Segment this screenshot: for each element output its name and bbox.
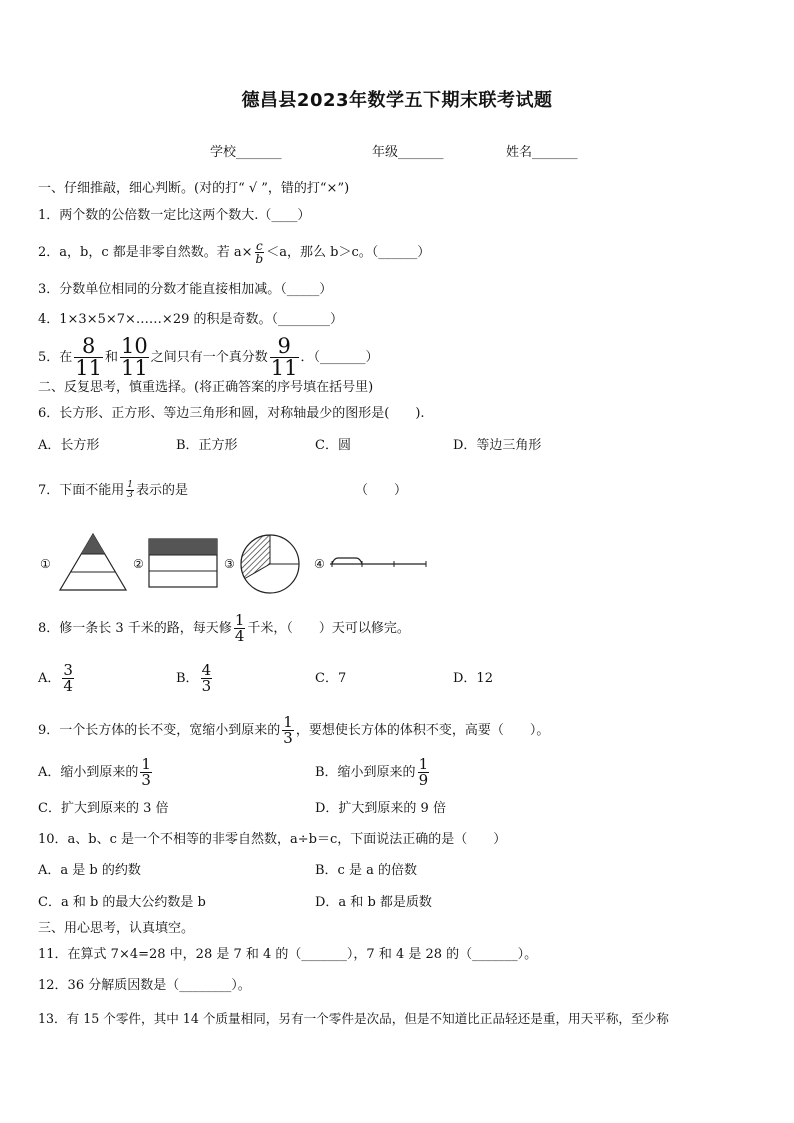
fraction-1-3	[282, 715, 294, 746]
question-9-pre: 9．一个长方体的长不变，宽缩小到原来的	[38, 723, 281, 738]
fraction-c-over-b	[255, 240, 265, 265]
fraction-denominator: 3	[127, 490, 134, 500]
question-7	[38, 476, 188, 506]
question-5-post: ．（_______）	[300, 350, 379, 365]
fraction-numerator: 4	[201, 661, 212, 679]
fraction-numerator: 8	[81, 334, 96, 358]
section-2-heading: 二、反复思考，慎重选择。(将正确答案的序号填在括号里)	[38, 380, 374, 395]
q10-option-c: C．a 和 b 的最大公约数是 b	[38, 895, 206, 910]
question-9	[38, 714, 549, 748]
question-7-answer-paren: （ ）	[355, 483, 408, 498]
option-label: B．缩小到原来的	[315, 765, 416, 780]
fraction-numerator: 1	[141, 755, 151, 773]
q6-option-d: D．等边三角形	[453, 438, 542, 453]
fraction-denominator: 3	[201, 677, 212, 695]
q9-option-b	[315, 756, 431, 790]
fraction-8-11	[74, 336, 103, 379]
fraction-numerator: 10	[121, 334, 148, 358]
figure-label-4: ④	[314, 557, 325, 571]
question-8-post: 千米，（ ）天可以修完。	[247, 621, 410, 636]
fraction-denominator: 11	[75, 356, 103, 380]
fraction-numerator: 1	[283, 713, 293, 731]
q9-option-a	[38, 756, 154, 790]
question-5-pre: 5．在	[38, 350, 73, 365]
option-label: A．	[38, 671, 61, 686]
fraction-1-3	[126, 481, 134, 500]
q10-option-a: A．a 是 b 的约数	[38, 863, 141, 878]
question-2	[38, 236, 430, 270]
option-label: B．	[176, 671, 199, 686]
question-10: 10．a、b、c 是一个不相等的非零自然数，a÷b＝c，下面说法正确的是（ ）	[38, 832, 507, 847]
fraction-9-11	[270, 336, 299, 379]
fraction-4-3	[201, 663, 213, 694]
fraction-denominator: 11	[121, 356, 148, 380]
fraction-1-9	[418, 757, 430, 788]
question-7-figures	[38, 530, 438, 600]
question-5	[38, 336, 379, 379]
fraction-1-3	[140, 757, 152, 788]
fraction-10-11	[120, 336, 149, 379]
page-title: 德昌县2023年数学五下期末联考试题	[241, 90, 553, 111]
q6-option-c: C．圆	[315, 438, 351, 453]
fraction-numerator: 9	[277, 334, 291, 358]
question-13: 13．有 15 个零件，其中 14 个质量相同，另有一个零件是次品，但是不知道比正品轻还是重，用天平称，至少称	[38, 1011, 669, 1026]
q9-option-d: D．扩大到原来的 9 倍	[315, 801, 446, 816]
q8-option-c: C．7	[315, 671, 347, 686]
question-5-mid: 之间只有一个真分数	[150, 350, 268, 365]
question-2-post: ＜a，那么 b＞c。（______）	[266, 245, 431, 260]
triangle-figure	[58, 532, 128, 594]
fraction-denominator: 4	[234, 627, 245, 645]
fraction-numerator: 1	[418, 755, 429, 773]
q6-option-b: B．正方形	[176, 438, 238, 453]
q8-option-b	[176, 662, 214, 696]
q6-option-a: A．长方形	[38, 438, 100, 453]
figure-label-1: ①	[40, 557, 51, 571]
section-3-heading: 三、用心思考，认真填空。	[38, 921, 195, 936]
fraction-3-4	[62, 663, 74, 694]
line-segment-figure	[328, 552, 428, 572]
grade-field: 年级_______	[372, 145, 444, 160]
question-7-post: 表示的是	[136, 483, 189, 498]
q10-option-d: D．a 和 b 都是质数	[315, 895, 432, 910]
q8-option-a	[38, 662, 76, 696]
fraction-denominator: 3	[141, 771, 151, 789]
question-6: 6．长方形、正方形、等边三角形和圆，对称轴最少的图形是( ).	[38, 406, 425, 421]
question-4: 4．1×3×5×7×……×29 的积是奇数。（________）	[38, 312, 343, 327]
figure-label-2: ②	[133, 557, 144, 571]
option-label: A．缩小到原来的	[38, 765, 139, 780]
rectangle-figure	[148, 538, 220, 590]
fraction-denominator: 3	[283, 729, 293, 747]
fraction-numerator: 3	[63, 661, 73, 679]
section-1-heading: 一、仔细推敲，细心判断。(对的打“ √ ”，错的打“×”)	[38, 181, 350, 196]
question-8	[38, 612, 410, 646]
fraction-1-4	[234, 613, 246, 644]
name-field: 姓名_______	[506, 145, 578, 160]
fraction-numerator: 1	[127, 480, 134, 490]
question-5-and: 和	[105, 350, 119, 365]
school-field: 学校_______	[210, 145, 282, 160]
fraction-denominator: 4	[63, 677, 73, 695]
fraction-denominator: 9	[418, 771, 429, 789]
question-2-pre: 2．a，b，c 都是非零自然数。若 a×	[38, 245, 253, 260]
fraction-numerator: 1	[234, 611, 245, 629]
question-3: 3．分数单位相同的分数才能直接相加减。（_____）	[38, 282, 333, 297]
question-7-pre: 7．下面不能用	[38, 483, 125, 498]
q9-option-c: C．扩大到原来的 3 倍	[38, 801, 169, 816]
q8-option-d: D．12	[453, 671, 493, 686]
question-1: 1．两个数的公倍数一定比这两个数大.（____）	[38, 208, 311, 223]
question-12: 12．36 分解质因数是（________）。	[38, 978, 251, 993]
circle-figure	[238, 532, 302, 596]
figure-label-3: ③	[224, 557, 235, 571]
fraction-denominator: 11	[270, 356, 298, 380]
question-11: 11．在算式 7×4=28 中，28 是 7 和 4 的（_______），7 和 4 是 28 的（_______）。	[38, 947, 538, 962]
fraction-numerator: c	[256, 239, 263, 253]
question-9-post: ，要想使长方体的体积不变，高要（ ）。	[295, 723, 550, 738]
q10-option-b: B．c 是 a 的倍数	[315, 863, 417, 878]
question-8-pre: 8．修一条长 3 千米的路，每天修	[38, 621, 232, 636]
fraction-denominator: b	[255, 252, 264, 266]
